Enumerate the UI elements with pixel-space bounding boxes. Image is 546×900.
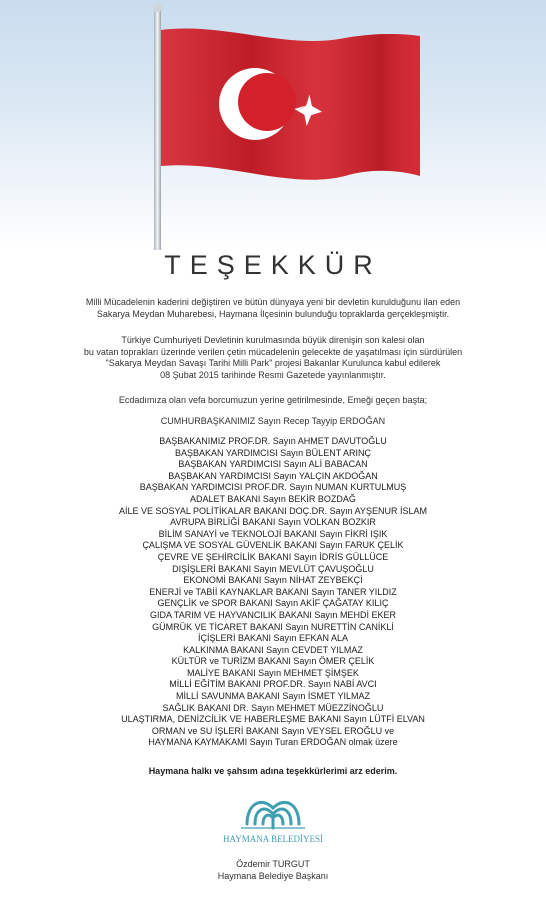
minister-line: MİLLİ EĞİTİM BAKANI PROF.DR. Sayın NABİ AVCI bbox=[169, 679, 377, 690]
minister-line: EKONOMİ BAKANI Sayın NİHAT ZEYBEKÇİ bbox=[183, 575, 363, 586]
minister-line: BAŞBAKAN YARDIMCISI Sayın YALÇIN AKDOĞAN bbox=[168, 470, 378, 481]
minister-line: BİLİM SANAYİ ve TEKNOLOJİ BAKANI Sayın FİKRİ IŞIK bbox=[158, 528, 388, 539]
minister-line: HAYMANA KAYMAKAMI Sayın Turan ERDOĞAN olmak üzere bbox=[148, 737, 398, 748]
history-paragraph bbox=[30, 335, 516, 381]
minister-line: BAŞBAKANIMIZ PROF.DR. Sayın AHMET DAVUTOĞLU bbox=[159, 436, 387, 446]
minister-line: KALKINMA BAKANI Sayın CEVDET YILMAZ bbox=[183, 644, 363, 655]
minister-line: SAĞLIK BAKANI DR. Sayın MEHMET MÜEZZİNOĞLU bbox=[162, 702, 384, 713]
minister-line: AVRUPA BİRLİĞİ BAKANI Sayın VOLKAN BOZKIR bbox=[170, 517, 376, 528]
gratitude-intro: Ecdadımıza olan vefa borcumuzun yerine getirilmesinde, Emeği geçen başta; bbox=[118, 395, 428, 405]
minister-line: GÜMRÜK VE TİCARET BAKANI Sayın NURETTİN CANİKLİ bbox=[152, 621, 394, 632]
ministers-list bbox=[0, 436, 546, 749]
history-line: 08 Şubat 2015 tarihinde Resmi Gazetede yayınlanmıştır. bbox=[160, 369, 386, 380]
intro-line: Sakarya Meydan Muharebesi, Haymana İlçesinin bulunduğu topraklarda gerçekleşmiştir. bbox=[96, 308, 450, 319]
minister-line: DIŞİŞLERİ BAKANI Sayın MEVLÜT ÇAVUŞOĞLU bbox=[172, 563, 374, 574]
minister-line: BAŞBAKAN YARDIMCISI Sayın BÜLENT ARINÇ bbox=[174, 447, 372, 458]
intro-paragraph bbox=[30, 297, 516, 320]
minister-line: MİLLİ SAVUNMA BAKANI Sayın İSMET YILMAZ bbox=[175, 691, 371, 702]
signature-name: Özdemir TURGUT bbox=[236, 859, 310, 869]
minister-line: İÇİŞLERİ BAKANI Sayın EFKAN ALA bbox=[197, 633, 349, 644]
minister-line: BAŞBAKAN YARDIMCISI PROF.DR. Sayın NUMAN KURTULMUŞ bbox=[139, 482, 407, 493]
turkish-flag-icon bbox=[0, 0, 546, 250]
president-line: CUMHURBAŞKANIMIZ Sayın Recep Tayyip ERDOĞAN bbox=[160, 416, 386, 426]
minister-line: ENERJİ ve TABİİ KAYNAKLAR BAKANI Sayın TANER YILDIZ bbox=[149, 586, 397, 597]
minister-line: GENÇLİK ve SPOR BAKANI Sayın AKİF ÇAĞATAY KILIÇ bbox=[157, 598, 389, 609]
intro-line: Milli Mücadelenin kaderini değiştiren ve bütün dünyaya yeni bir devletin kurulduğunu ilan eden bbox=[85, 297, 461, 307]
signature-title: Haymana Belediye Başkanı bbox=[217, 871, 329, 881]
signature-block bbox=[0, 858, 546, 882]
history-line: "Sakarya Meydan Savaşı Tarihi Milli Park" projesi Bakanlar Kurulunca kabul edilerek bbox=[105, 358, 441, 368]
history-line: bu vatan toprakları üzerinde verilen çetin mücadelenin gelecekte de yaşatılması için sürdürülen bbox=[83, 346, 463, 357]
history-line: Türkiye Cumhuriyeti Devletinin kurulmasında büyük direnişin son kalesi olan bbox=[121, 335, 425, 345]
minister-line: BAŞBAKAN YARDIMCISI Sayın ALİ BABACAN bbox=[178, 459, 368, 470]
minister-line: ULAŞTIRMA, DENİZCİLİK VE HABERLEŞME BAKANI Sayın LÜTFİ ELVAN bbox=[121, 714, 425, 725]
minister-line: ADALET BAKANI Sayın BEKİR BOZDAĞ bbox=[190, 493, 356, 504]
haymana-belediyesi-logo-icon bbox=[205, 790, 341, 850]
minister-line: ÇEVRE VE ŞEHİRCİLİK BAKANI Sayın İDRİS GÜLLÜCE bbox=[157, 551, 389, 562]
minister-line: AİLE VE SOSYAL POLİTİKALAR BAKANI DOÇ.DR. Sayın AYŞENUR İSLAM bbox=[119, 505, 427, 516]
page-title: TEŞEKKÜR bbox=[164, 250, 382, 280]
minister-line: ORMAN ve SU İŞLERİ BAKANI Sayın VEYSEL EROĞLU ve bbox=[151, 725, 395, 736]
logo-text: HAYMANA BELEDİYESİ bbox=[223, 834, 323, 844]
closing-statement: Haymana halkı ve şahsım adına teşekkürlerimi arz ederim. bbox=[148, 766, 398, 776]
minister-line: ÇALIŞMA VE SOSYAL GÜVENLİK BAKANI Sayın FARUK ÇELİK bbox=[142, 540, 404, 551]
minister-line: MALİYE BAKANI Sayın MEHMET ŞİMŞEK bbox=[187, 667, 359, 678]
minister-line: GIDA TARIM VE HAYVANCILIK BAKANI Sayın MEHDİ EKER bbox=[150, 609, 396, 620]
minister-line: KÜLTÜR ve TURİZM BAKANI Sayın ÖMER ÇELİK bbox=[171, 656, 375, 667]
